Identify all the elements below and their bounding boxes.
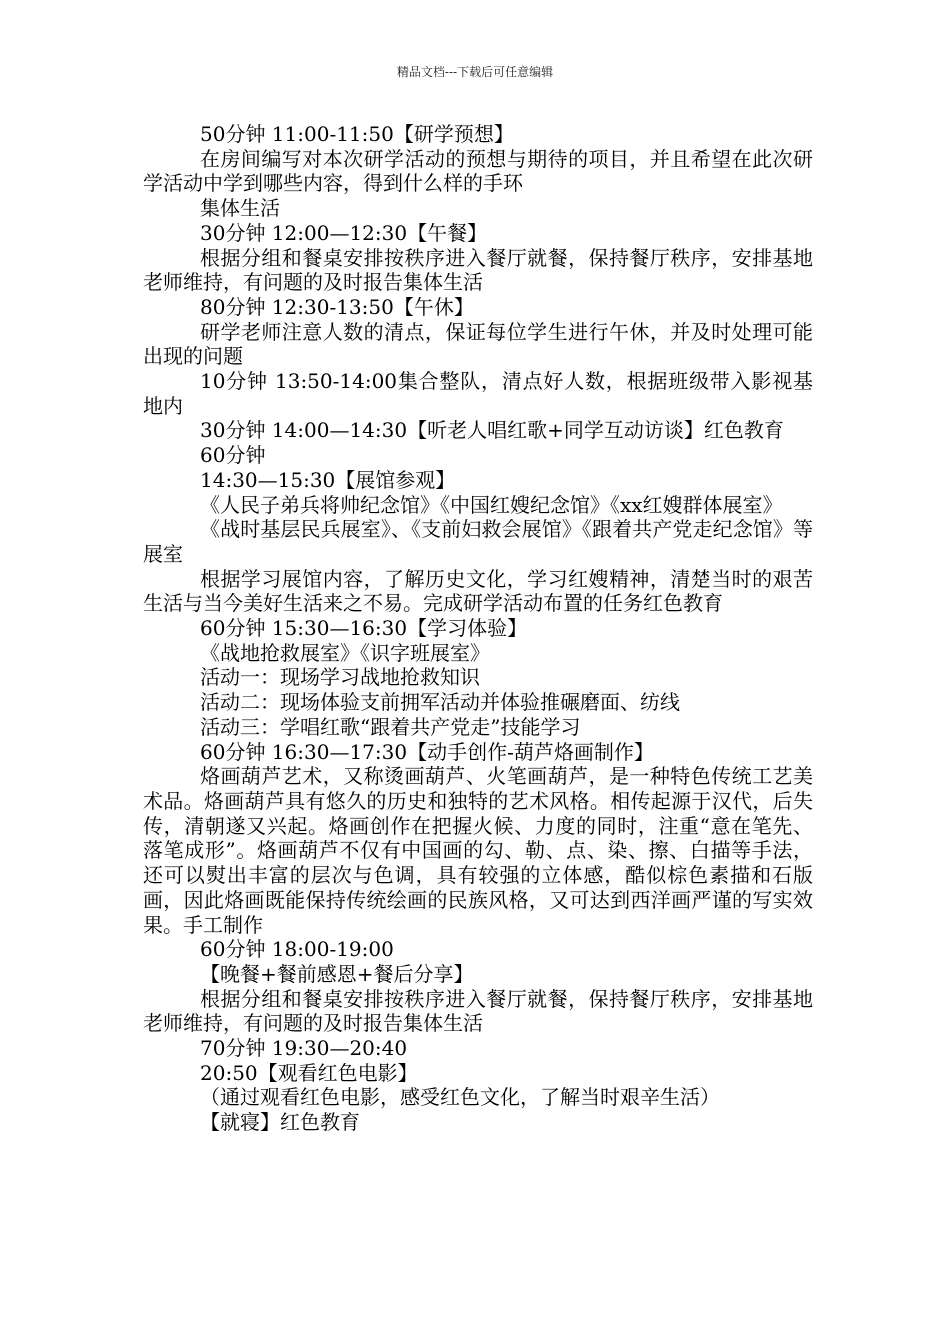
- paragraph-schedule-8: 60分钟 16:30—17:30【动手创作-葫芦烙画制作】: [200, 739, 654, 764]
- paragraph-schedule-6: 60分钟: [200, 443, 266, 468]
- paragraph-schedule-9: 60分钟 18:00-19:00: [200, 937, 394, 962]
- paragraph-schedule-10-time: 20:50【观看红色电影】: [200, 1060, 418, 1085]
- paragraph-schedule-1: 50分钟 11:00-11:50【研学预想】: [200, 122, 514, 146]
- paragraph-schedule-4: 10分钟 13:50-14:00集合整队，清点好人数，根据班级带入影视基地内: [143, 369, 813, 418]
- page-header: 精品文档---下载后可任意编辑: [396, 65, 554, 79]
- paragraph-text: 烙画葫芦艺术，又称烫画葫芦、火笔画葫芦，是一种特色传统工艺美术品。烙画葫芦具有悠久的历史和独特的艺术风格。相传起源于汉代，后失传，清朝遂又兴起。烙画创作在把握火候、力度的同时，注重“意在笔先、落笔成形”。烙画葫芦不仅有中国画的勾、勒、点、染、擦、白描等手法，还可以熨出丰富的层次与色调，具有较强的立体感，酷似棕色素描和石版画，因此烙画既能保持传统绘画的民族风格，又可达到西洋画严谨的写实效果。手工制作: [143, 764, 813, 937]
- paragraph-text: 集体生活: [200, 196, 280, 221]
- paragraph-schedule-6-time: 14:30—15:30【展馆参观】: [200, 467, 456, 492]
- paragraph-text: 根据分组和餐桌安排按秩序进入餐厅就餐，保持餐厅秩序，安排基地老师维持，有问题的及时报告集体生活: [143, 986, 813, 1036]
- document-body: [143, 122, 813, 1135]
- paragraph-schedule-7: 60分钟 15:30—16:30【学习体验】: [200, 616, 528, 641]
- paragraph-activity-2: 活动二：现场体验支前拥军活动并体验推碾磨面、纺线: [200, 690, 680, 715]
- paragraph-text: 在房间编写对本次研学活动的预想与期待的项目，并且希望在此次研学活动中学到哪些内容，得到什么样的手环: [143, 146, 813, 196]
- paragraph-text: 研学老师注意人数的清点，保证每位学生进行午休，并及时处理可能出现的问题: [143, 319, 813, 369]
- paragraph-text: 根据学习展馆内容，了解历史文化，学习红嫂精神，清楚当时的艰苦生活与当今美好生活来之不易。完成研学活动布置的任务红色教育: [143, 566, 813, 616]
- paragraph-activity-3: 活动三：学唱红歌“跟着共产党走”技能学习: [200, 714, 581, 739]
- paragraph-schedule-10: 70分钟 19:30—20:40: [200, 1036, 408, 1061]
- paragraph-text: 根据分组和餐桌安排按秩序进入餐厅就餐，保持餐厅秩序，安排基地老师维持，有问题的及时报告集体生活: [143, 245, 813, 295]
- paragraph-schedule-5: 30分钟 14:00—14:30【听老人唱红歌+同学互动访谈】红色教育: [200, 418, 784, 443]
- paragraph-schedule-9-title: 【晚餐+餐前感恩+餐后分享】: [200, 961, 474, 986]
- paragraph-exhibit-list: 《人民子弟兵将帅纪念馆》《中国红嫂纪念馆》《xx红嫂群体展室》: [200, 492, 783, 517]
- paragraph-schedule-2: 30分钟 12:00—12:30【午餐】: [200, 220, 488, 245]
- paragraph-text: 【就寝】红色教育: [200, 1110, 360, 1135]
- paragraph-text: （通过观看红色电影，感受红色文化，了解当时艰辛生活）: [200, 1085, 720, 1110]
- paragraph-schedule-3: 80分钟 12:30-13:50【午休】: [200, 294, 474, 319]
- paragraph-exhibit-list: 《战地抢救展室》《识字班展室》: [200, 640, 490, 665]
- paragraph-exhibit-list: 《战时基层民兵展室》、《支前妇救会展馆》《跟着共产党走纪念馆》等展室: [143, 517, 813, 566]
- paragraph-activity-1: 活动一：现场学习战地抢救知识: [200, 665, 480, 690]
